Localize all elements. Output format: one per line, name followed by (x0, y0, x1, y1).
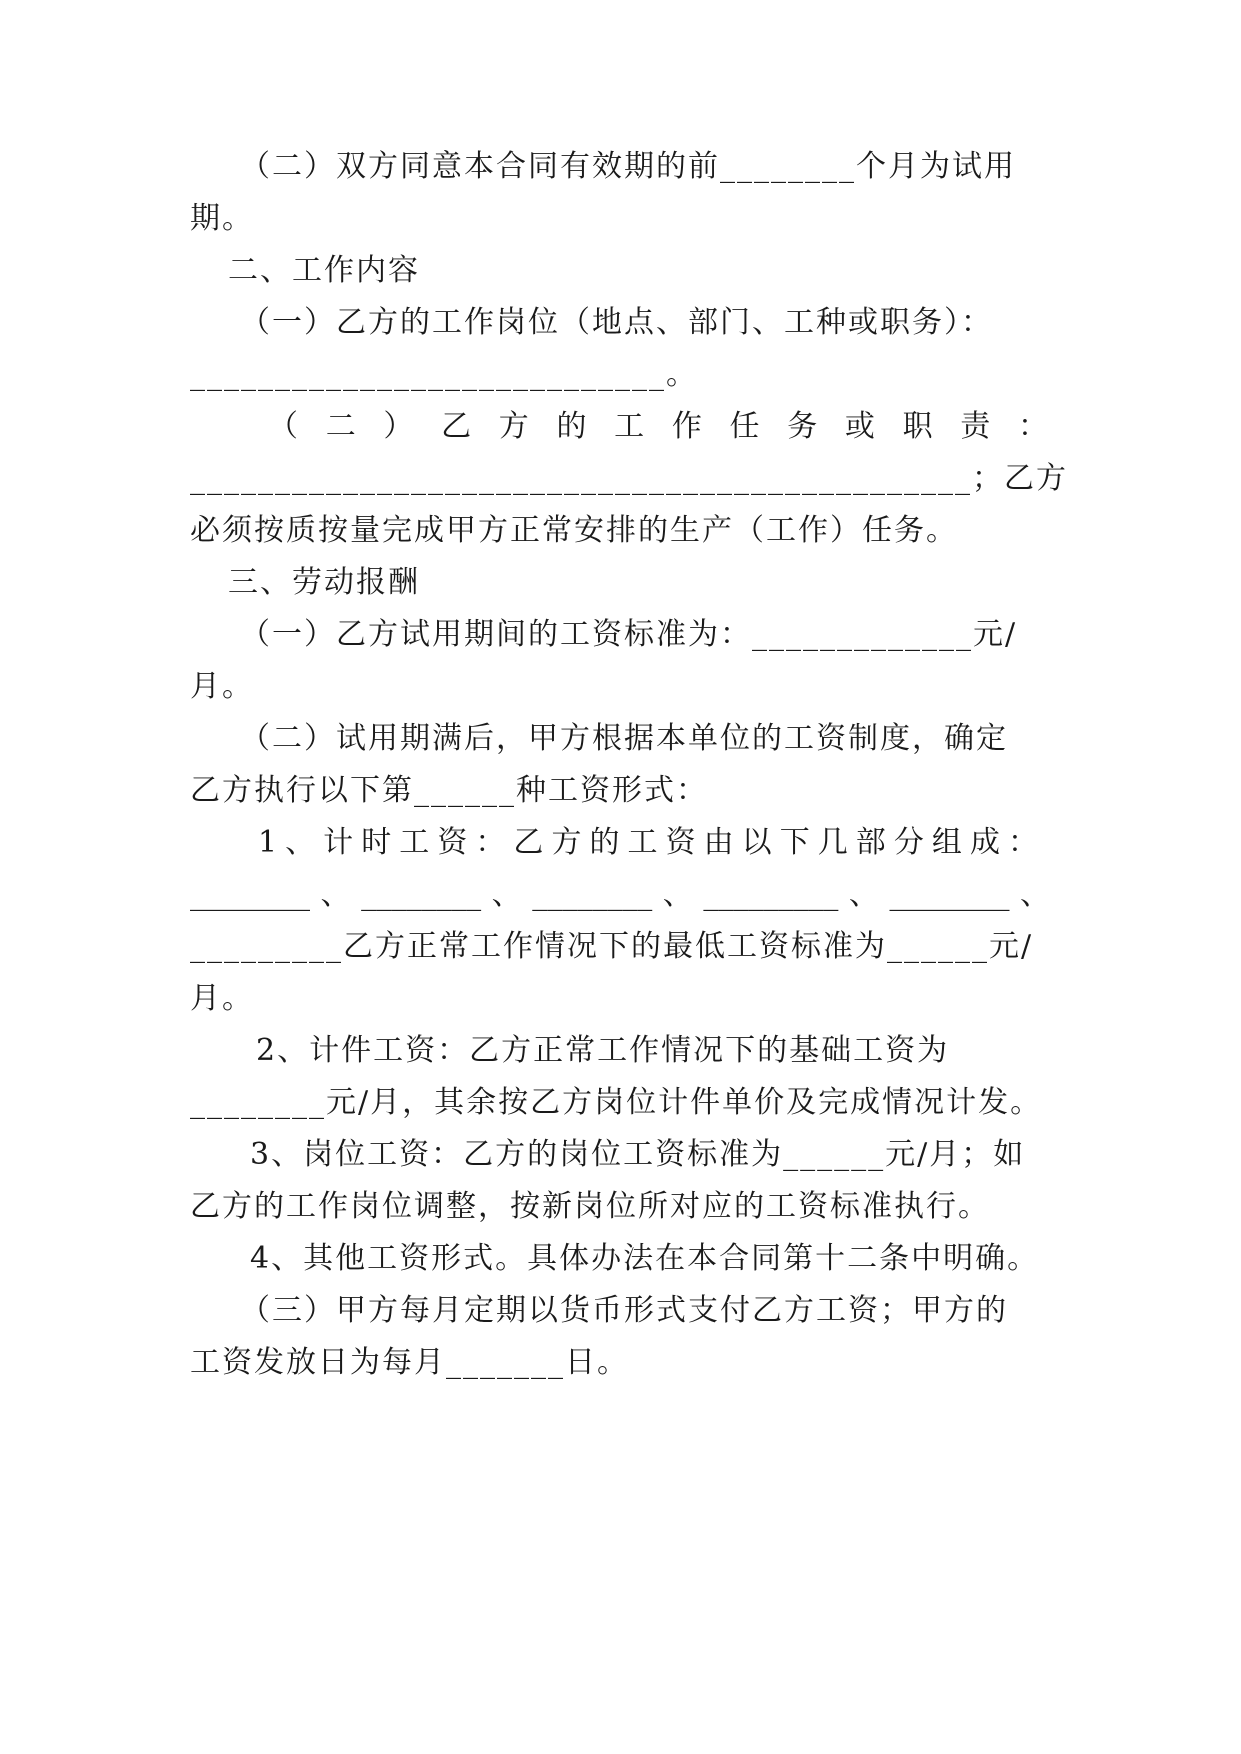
section-heading-work-content: 二、工作内容 (228, 253, 420, 288)
piece-wage-line-end: ________元/月，其余按乙方岗位计件单价及完成情况计发。 (190, 1085, 1043, 1120)
section-heading-remuneration: 三、劳动报酬 (228, 565, 420, 600)
probation-wage-line: （一）乙方试用期间的工资标准为：_____________元/ (240, 617, 1018, 652)
probation-period-line-end: 期。 (190, 201, 254, 236)
job-position-line: （一）乙方的工作岗位（地点、部门、工种或职务）： (240, 305, 993, 340)
job-duties-line: （二）乙方的工作任务或职责： (268, 409, 1048, 444)
payday-line: 工资发放日为每月_______日。 (190, 1345, 629, 1380)
job-duties-blank: ______________________________________________；乙方 (190, 461, 1068, 496)
minimum-wage-line: _________乙方正常工作情况下的最低工资标准为______元/ (190, 929, 1034, 964)
payment-method-line: （三）甲方每月定期以货币形式支付乙方工资；甲方的 (240, 1293, 1008, 1328)
piece-wage-line: 2、计件工资：乙方正常工作情况下的基础工资为 (256, 1033, 950, 1068)
minimum-wage-line-end: 月。 (190, 981, 254, 1016)
job-position-blank: ____________________________。 (190, 357, 698, 392)
position-wage-line: 3、岗位工资：乙方的岗位工资标准为______元/月；如 (250, 1137, 1026, 1172)
probation-wage-line-end: 月。 (190, 669, 254, 704)
wage-form-choice: 乙方执行以下第______种工资形式： (190, 773, 708, 808)
other-wage-line: 4、其他工资形式。具体办法在本合同第十二条中明确。 (250, 1241, 1040, 1276)
position-wage-line-end: 乙方的工作岗位调整，按新岗位所对应的工资标准执行。 (190, 1189, 990, 1224)
wage-form-line: （二）试用期满后，甲方根据本单位的工资制度，确定 (240, 721, 1008, 756)
hourly-wage-line: 1、计时工资：乙方的工资由以下几部分组成： (258, 825, 1038, 860)
hourly-wage-blanks: ________、________、________、_________、________、 (190, 877, 1050, 912)
probation-period-line: （二）双方同意本合同有效期的前________个月为试用 (240, 149, 1016, 184)
job-duties-requirement: 必须按质按量完成甲方正常安排的生产（工作）任务。 (190, 513, 958, 548)
